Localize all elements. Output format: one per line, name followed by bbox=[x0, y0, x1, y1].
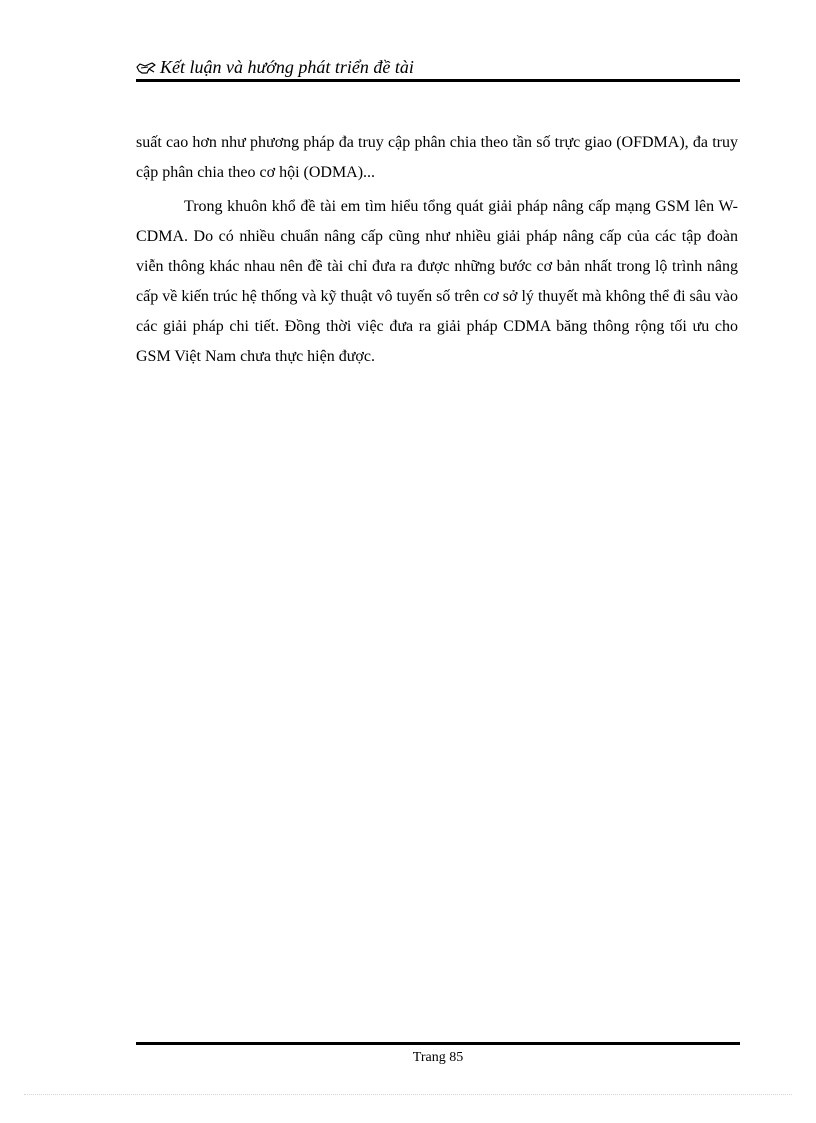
header-title: Kết luận và hướng phát triển đề tài bbox=[160, 57, 414, 77]
body-paragraph-1: suất cao hơn như phương pháp đa truy cập phân chia theo tần số trực giao (OFDMA), đa truy cập phân chia theo cơ hội (ODMA)... bbox=[136, 134, 738, 181]
page-number: Trang 85 bbox=[412, 1050, 464, 1065]
writing-hand-icon bbox=[136, 61, 156, 75]
document-body bbox=[136, 128, 738, 372]
body-paragraph-2: Trong khuôn khổ đề tài em tìm hiểu tổng quát giải pháp nâng cấp mạng GSM lên W-CDMA. Do có nhiều chuẩn nâng cấp cũng như nhiều giải pháp nâng cấp của các tập đoàn viễn thông khác nhau nên đề tài chỉ đưa ra được những bước cơ bản nhất trong lộ trình nâng cấp về kiến trúc hệ thống và kỹ thuật vô tuyến số trên cơ sở lý thuyết mà không thể đi sâu vào các giải pháp chi tiết. Đồng thời việc đưa ra giải pháp CDMA băng thông rộng tối ưu cho GSM Việt Nam chưa thực hiện được. bbox=[136, 198, 738, 365]
scan-edge-divider bbox=[24, 1094, 792, 1095]
page-header bbox=[136, 56, 740, 82]
page-footer bbox=[136, 1042, 740, 1067]
